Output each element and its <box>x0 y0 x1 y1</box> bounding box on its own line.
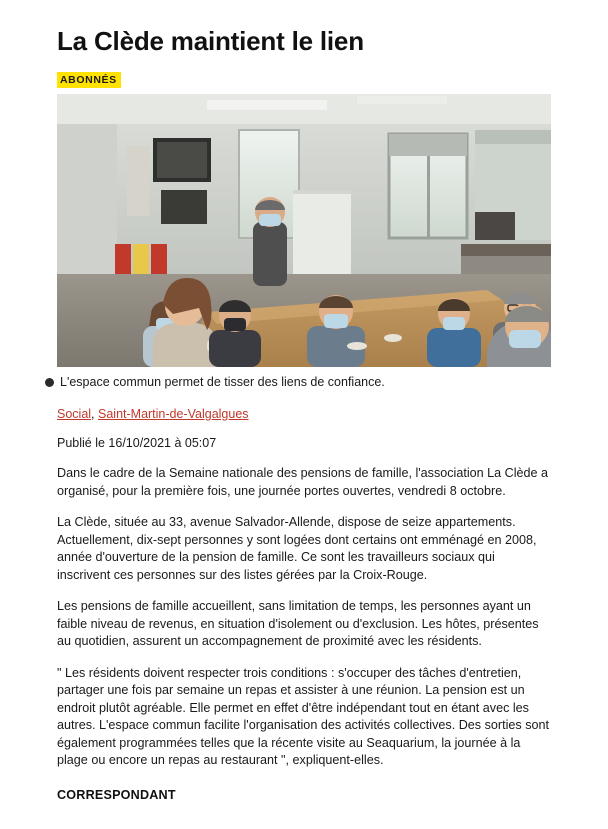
bullet-icon <box>45 378 54 387</box>
article-paragraph-4: " Les résidents doivent respecter trois conditions : s'occuper des tâches d'entretien, partager une fois par semaine un repas et assister à une réunion. La pension est un endroit plutôt agréable. Elle permet en effet d'être indépendant tout en étant avec les autres. L'espace commun facilite l'organisation des activités collectives. Des sorties sont également programmées telles que la récente visite au Seaquarium, la journée à la plage ou encore un repas au restaurant ", expliquent-elles. <box>57 665 549 767</box>
article-figure <box>57 94 551 390</box>
tag-link-location[interactable]: Saint-Martin-de-Valgalgues <box>98 407 249 421</box>
subscriber-badge: ABONNÉS <box>57 72 121 88</box>
publication-date: Publié le 16/10/2021 à 05:07 <box>57 436 217 450</box>
article-paragraph-3: Les pensions de famille accueillent, sans limitation de temps, les personnes ayant un faible niveau de revenus, en situation d'isolement ou d'exclusion. Les hôtes, présentes au quotidien, assurent un accompagnement de proximité avec les résidents. <box>57 599 539 648</box>
photo-caption-text: L'espace commun permet de tisser des liens de confiance. <box>60 375 385 389</box>
photo-caption <box>57 374 551 390</box>
page-title: La Clède maintient le lien <box>57 26 364 56</box>
tag-separator: , <box>91 407 98 421</box>
article-tags <box>57 406 576 422</box>
article-photo <box>57 94 551 367</box>
article-signature: CORRESPONDANT <box>57 787 176 802</box>
article-paragraph-2: La Clède, située au 33, avenue Salvador-Allende, dispose de seize appartements. Actuellement, dix-sept personnes y sont logées dont certains ont emménagé en 2008, année d'ouverture de la pension de famille. Ce sont les travailleurs sociaux qui inscrivent ces personnes sur des listes gérées par la Croix-Rouge. <box>57 515 537 582</box>
tag-link-social[interactable]: Social <box>57 407 92 421</box>
badge-row <box>57 70 576 88</box>
article-paragraph-1: Dans le cadre de la Semaine nationale des pensions de famille, l'association La Clède a organisé, pour la première fois, une journée portes ouvertes, vendredi 8 octobre. <box>57 466 549 498</box>
